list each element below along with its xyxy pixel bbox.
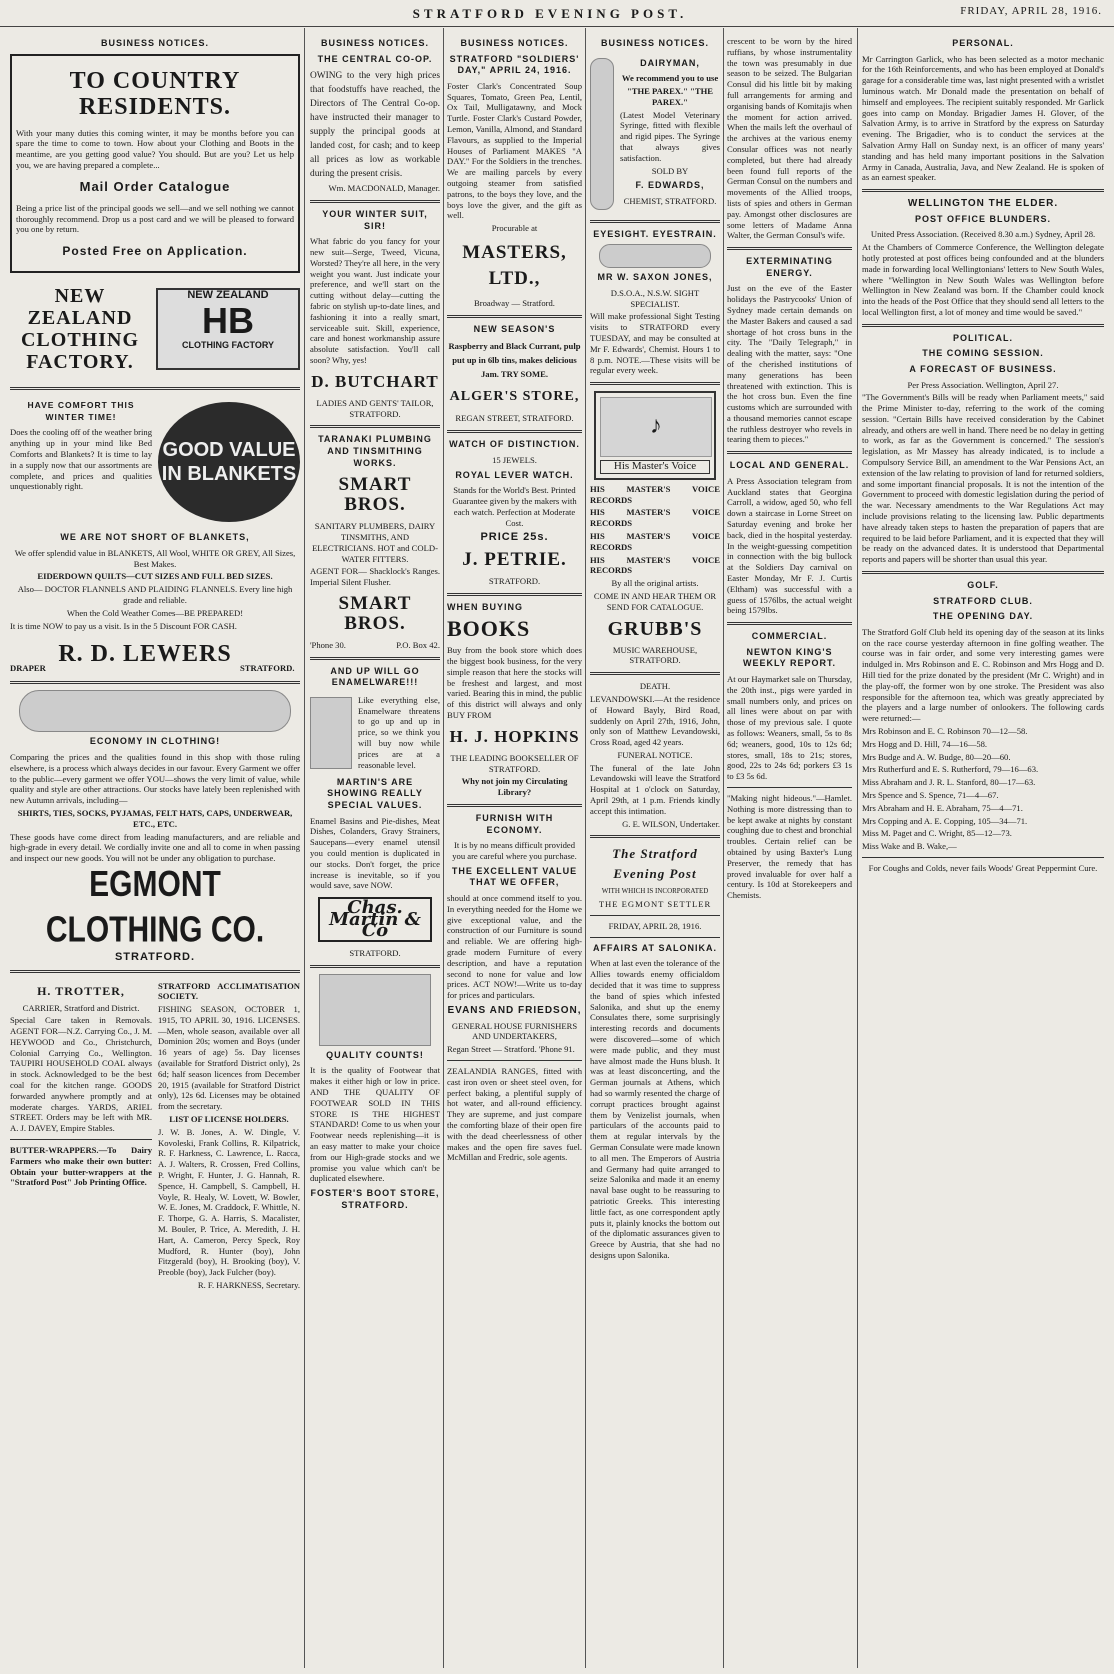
golf-card: Mrs Rutherfurd and E. S. Rutherford, 79—16—63.: [862, 764, 1039, 775]
hmv-caption: His Master's Voice: [600, 460, 710, 474]
hmv-line: HIS MASTER'S VOICE RECORDS: [590, 530, 720, 552]
article-title: LOCAL AND GENERAL.: [729, 460, 850, 471]
ad-body: SANITARY PLUMBERS, DAIRY TINSMITHS, AND ELECTRICIANS. HOT and COLD-WATER FITTERS.: [312, 521, 438, 564]
ad-title: FURNISH WITH ECONOMY.: [475, 813, 554, 835]
ad-body: Will make professional Sight Testing visits to STRATFORD every TUESDAY, and may be consulted at Mr F. Edwards', Chemist. Hours 1 to 8 p.m. NOTE.—These visits will be regular every week.: [590, 311, 720, 376]
place-label: STRATFORD.: [114, 950, 196, 963]
article-title: COMMERCIAL.: [751, 631, 828, 642]
ad-body: ZEALANDIA RANGES, fitted with cast iron oven or sheet steel oven, for perfect baking, a plentiful supply of hot water, and all-round efficiency. They are supreme, and just compare the comforting blaze of their open fire with the dead cheerlessness of other makes and the open fire saves fuel. McMillan and Fredric, sole agents.: [447, 1065, 582, 1163]
good-value-blankets-badge: GOOD VALUE IN BLANKETS: [158, 402, 300, 522]
article-title: EXTERMINATING ENERGY.: [746, 256, 833, 278]
article-title: GOLF.: [967, 580, 999, 591]
ad-title: THE EXCELLENT VALUE THAT WE OFFER,: [451, 865, 578, 888]
ad-body: AGENT FOR— Shacklock's Ranges. Imperial Silent Flusher.: [310, 566, 440, 588]
ad-title: THE CENTRAL CO-OP.: [317, 53, 433, 64]
ad-title: STRATFORD "SOLDIERS' DAY," APRIL 24, 1916.: [449, 53, 580, 76]
masters-name: MASTERS, LTD.,: [462, 241, 567, 289]
smart-bros-name: SMART BROS.: [338, 474, 412, 516]
divider: [862, 324, 1104, 327]
column-rule: [443, 28, 444, 1668]
golf-card: Mrs Budge and A. W. Budge, 80—20—60.: [862, 751, 1011, 762]
ad-body: Comparing the prices and the qualities found in this shop with those ruling elsewhere, is a process which always decides in our favour. Every Garment we offer to the public—every garment we offer YOU—shows the very limit of value, while quality and style are other attractions. Our stocks have lately been replenished with new Autumn arrivals, including—: [10, 751, 300, 806]
ad-title: ECONOMY IN CLOTHING!: [89, 736, 221, 747]
nz-clothing-title: NEW ZEALAND CLOTHING FACTORY.: [20, 285, 140, 374]
divider: [727, 787, 852, 788]
divider: [727, 451, 852, 454]
ad-body: BUTTER-WRAPPERS.—To Dairy Farmers who make their own butter: Obtain your butter-wrappers at the "Stratford Post" Job Printing Office.: [10, 1145, 152, 1188]
divider: [310, 200, 440, 203]
divider: [10, 970, 300, 973]
hats-illustration: [19, 690, 291, 732]
article-dateline: United Press Association. (Received 8.30 a.m.) Sydney, April 28.: [870, 229, 1096, 240]
ad-body: With your many duties this coming winter, it may be months before you can spare the time to come to town. How about your Clothing and Boots in the meantime, are you getting good value? You should. But are you? Let us help you, we are having prepared a complete...: [16, 127, 294, 170]
grubbs-name: GRUBB'S: [607, 617, 703, 640]
ad-subtitle: CHEMIST, STRATFORD.: [623, 195, 717, 206]
column-rule: [857, 28, 858, 1668]
article-body: "The Government's Bills will be ready when Parliament meets," said the Prime Minister to-day, referring to the work of the coming session. "Certain Bills have received consideration by the Cabinet already, and others are well in hand. There need be no delay in getting to work, as far as the Government is concerned." The session's legislation, as Mr Massey has already indicated, is to include a Compulsory Service Bill, an amendment to the War Pensions Act, an extension of the law relating to provision of land for returned soldiers, and some important financial proposals. It is not the intention of the Government to proceed with domestic legislation during the period of the war. Necessary amendments to the War Regulations Act may include provisions relating to the licensing law. Public departments have already taken steps to hasten the preparation of papers that are required to be laid before Parliament, and it is expected that they will be ready on the advanced dates. It is understood that Departmental reports and papers will be shorter than usual this year.: [862, 392, 1104, 565]
divider: [727, 247, 852, 250]
nameplate-sub: THE EGMONT SETTLER: [598, 899, 712, 910]
ad-subtitle: LIST OF LICENSE HOLDERS.: [169, 1114, 289, 1125]
section-header: BUSINESS NOTICES.: [100, 38, 209, 48]
ad-subtitle: THE LEADING BOOKSELLER OF STRATFORD.: [450, 752, 579, 774]
boots-illustration: [319, 974, 431, 1046]
ad-footer: FOSTER'S BOOT STORE, STRATFORD.: [310, 1188, 440, 1210]
ad-body: Procurable at: [491, 223, 538, 234]
article-title: POLITICAL.: [953, 332, 1013, 343]
ad-title: WE ARE NOT SHORT OF BLANKETS,: [60, 532, 250, 543]
column-5: [727, 34, 852, 1670]
place-label: STRATFORD.: [488, 575, 541, 586]
divider: [447, 315, 582, 318]
ad-title: NEW SEASON'S: [473, 323, 556, 334]
ad-body: (Latest Model Veterinary Syringe, fitted with flexible and rigid pipes. The Syringe that always gives satisfaction.: [620, 109, 720, 163]
egmont-clothing-title: EGMONT CLOTHING CO.: [45, 864, 265, 950]
notice-signature: G. E. WILSON, Undertaker.: [622, 818, 720, 829]
ad-body: Buy from the book store which does the biggest book business, for the very simple reason that here the stocks will be freshest and largest, and most varied. Bearing this in mind, the public of this district will always and only BUY FROM: [447, 645, 582, 721]
golf-card: Mrs Abraham and H. E. Abraham, 75—4—71.: [862, 802, 1023, 813]
his-masters-voice-ad: [594, 391, 716, 480]
ad-body: These goods have come direct from leading manufacturers, and are reliable and high-grade in every detail. We cordially invite one and all to come in when passing and inspect our new goods. You will not be under any obligation to purchase.: [10, 831, 300, 864]
column-4: [590, 34, 720, 1670]
divider: [447, 593, 582, 596]
section-header: BUSINESS NOTICES.: [320, 38, 429, 48]
ad-body: Raspberry and Black Currant, pulp put up in 6lb tins, makes delicious Jam. TRY SOME.: [448, 341, 581, 380]
article-body: A Press Association telegram from Auckland states that Georgina Carroll, a widow, aged 50, who fell down a staircase in Lorne Street on Saturday evening and broke her back, died in the hospital yesterday. In the weight-guessing competition in connection with the big bullock at the Soldiers Day carnival on Easter Monday, Mr F. J. Curtis (Eltham) was successful with a guess of 1576lbs, the actual weight being 1579lbs.: [727, 475, 852, 616]
notice-body: The funeral of the late John Levandowski will leave the Stratford Hospital at 1 o'clock on Saturday, April 29th, at 1 p.m. Friends kindly accept this intimation.: [590, 762, 720, 816]
ad-body: EIDERDOWN QUILTS—CUT SIZES AND FULL BED SIZES.: [37, 571, 273, 582]
divider: [10, 387, 300, 390]
article-body: For Coughs and Colds, never fails Woods' Great Peppermint Cure.: [868, 862, 1098, 873]
hb-logo-top: NEW ZEALAND: [187, 289, 269, 302]
divider: [310, 657, 440, 660]
martin-logo: Chas. Martin & Co: [318, 897, 432, 942]
ad-body: Enamel Basins and Pie-dishes, Meat Dishes, Colanders, Gravy Strainers, Saucepans—every enamel utensil you could mention is duplicated in our stocks. Don't forget, the price increase is inevitable, so if you would save, save NOW.: [310, 815, 440, 891]
ad-title: EYESIGHT. EYESTRAIN.: [593, 228, 717, 239]
divider: [590, 835, 720, 838]
notice-body: LEVANDOWSKI.—At the residence of Howard Bayly, Bird Road, suddenly on April 27th, 1916, John, only son of Matthew Levandowski, Cross Road, aged 42 years.: [590, 693, 720, 748]
divider: [310, 425, 440, 428]
syringe-illustration: [590, 58, 614, 210]
saxon-name: MR W. SAXON JONES,: [597, 272, 713, 283]
ad-subtitle: 15 JEWELS.: [492, 454, 537, 465]
ad-subtitle: D.S.O.A., N.S.W. SIGHT SPECIALIST.: [610, 287, 700, 309]
section-header: BUSINESS NOTICES.: [460, 38, 569, 48]
section-header: BUSINESS NOTICES.: [600, 38, 709, 48]
draper-label: DRAPER: [10, 662, 46, 673]
divider: [590, 915, 720, 916]
article-body: Mr Carrington Garlick, who has been selected as a motor mechanic for the 16th Reinforcements, and who has been employed at Donald's garage for a considerable time was, last night presented with a wristlet luminous watch. Mr Donald made the presentation on behalf of himself and employees. The recipient suitably responded. Mr Garlick goes into camp on Monday. Brigadier James H. Glover, of the Salvation Army, is to arrive in Stratford by the express on Saturday evening. The Brigadier, who is to conduct the services at the Salvation Army Hall on Sunday next, is an officer of many years' standing and has held many important positions in the Salvation Army in Canada, Australia, Java, and New Zealand. He is spoken of as an earnest speaker.: [862, 53, 1104, 183]
hmv-line: HIS MASTER'S VOICE RECORDS: [590, 507, 720, 529]
golf-card: Mrs Spence and S. Spence, 71—4—67.: [862, 789, 999, 800]
lantern-illustration: [310, 697, 352, 769]
ad-title: DAIRYMAN,: [640, 57, 700, 68]
golf-card: Miss M. Paget and C. Wright, 85—12—73.: [862, 828, 1012, 839]
divider: [590, 937, 720, 938]
golf-card: Miss Abraham and J. R. L. Stanford, 80—17—63.: [862, 777, 1036, 788]
phone-number: 'Phone 30.: [310, 639, 346, 650]
ad-body: What fabric do you fancy for your new suit—Serge, Tweed, Vicuna, Worsted? They're all here, in the very weight you want. Just indicate your preference, and we'll start on the cutting without delay—cutting the fabric on stylish up-to-date lines, and fashioning it into a really smart, serviceable suit. Skill, experience, care and honest workmanship assure absolute satisfaction. You'll call soon? Why, yes!: [310, 236, 440, 365]
evans-name: EVANS AND FRIEDSON,: [447, 1004, 582, 1016]
divider: [590, 220, 720, 223]
ad-body: By all the original artists.: [611, 578, 699, 589]
ad-title: YOUR WINTER SUIT, SIR!: [322, 208, 428, 231]
ad-body: OWING to the very high prices that foodstuffs have reached, the Directors of The Central Co-op. have instructed their manager to supply the principal goods at landed cost, for cash; and to keep all prices as low as workable during the present crisis.: [310, 71, 440, 180]
divider: [862, 571, 1104, 574]
ad-title: TARANAKI PLUMBING AND TINSMITHING WORKS.: [318, 434, 432, 468]
divider: [862, 857, 1104, 858]
ad-body: Special Care taken in Removals. AGENT FOR—N.Z. Carrying Co., J. M. HEYWOOD and Co., Christchurch, Colonial Carrying Co., Wellington. TAUPIRI HOUSEHOLD COAL always in stock. Acknowledged to be the best coal for the kitchen range. GOODS forwarded anywhere promptly and at moderate charges. YARDS, ARIEL STREET. Orders may be left with MR. A. J. DAVEY, Empire Stables.: [10, 1015, 152, 1134]
country-residents-ad: [10, 54, 300, 274]
ad-body: SOLD BY: [651, 165, 689, 176]
hb-logo-mark: HB: [202, 299, 254, 341]
algers-name: ALGER'S STORE,: [449, 389, 580, 405]
ad-address: Regan Street — Stratford. 'Phone 91.: [447, 1044, 575, 1055]
ad-body: We recommend you to use: [621, 73, 719, 84]
article-subtitle: POST OFFICE BLUNDERS.: [914, 213, 1051, 224]
divider: [447, 1060, 582, 1061]
ad-title: STRATFORD ACCLIMATISATION SOCIETY.: [158, 980, 300, 1002]
smart-bros-name: SMART BROS.: [338, 592, 412, 634]
column-1: [10, 34, 300, 1670]
divider: [727, 622, 852, 625]
ad-subtitle: Mail Order Catalogue: [79, 178, 231, 194]
divider: [590, 382, 720, 385]
golf-cards-list: [862, 726, 1104, 852]
ad-body: It is time NOW to pay us a visit. Is in the 5 Discount FOR CASH.: [10, 620, 237, 631]
paper-nameplate: The Stratford Evening Post: [612, 846, 698, 882]
article-subtitle: A FORECAST OF BUSINESS.: [909, 363, 1057, 374]
article-subtitle: THE COMING SESSION.: [922, 348, 1044, 359]
ad-body: SHIRTS, TIES, SOCKS, PYJAMAS, FELT HATS, CAPS, UNDERWEAR, ETC., ETC.: [17, 807, 293, 829]
column-rule: [585, 28, 586, 1668]
golf-card: Mrs Hogg and D. Hill, 74—16—58.: [862, 738, 988, 749]
paper-title: STRATFORD EVENING POST.: [412, 6, 688, 21]
article-body: When at last even the tolerance of the Allies towards enemy officialdom decided that it was time to suppress the band of spies which infested Salonika, and shut up the enemy Consulates there, some surprisingly interesting records and documents were discovered—some of which were made public, and they must have almost made the Huns blush. It was at least disconcerting, and the German journals at Athens, which had so warmly resented the charge of corrupt practices brought against them by Venizelist journals, when particulars of the accounts paid to them at regular intervals by the German Consulate were made known to all men. The Emperors of Austria and Germany had quite arranged to seize Salonika and made it an enemy naval base ought to be reassuring to patriotic Greeks. This interesting little fact, as one correspondent aptly puts it, plainly knocks the bottom out of the diplomatic assurances given to Greece by Austria, that she had no designs upon Salonika.: [590, 958, 720, 1260]
article-subtitle: STRATFORD CLUB.: [933, 595, 1033, 606]
nameplate-sub: WITH WHICH IS INCORPORATED: [601, 887, 709, 896]
ad-body: Does the cooling off of the weather bring anything up in your mind like Bed Comforts and Blankets? It is time to lay in a supply now that our assortments are complete, and prices and qualities unquestionably right.: [10, 427, 152, 492]
place-label: STRATFORD.: [240, 662, 295, 673]
ad-body: We offer splendid value in BLANKETS, All Wool, WHITE OR GREY, All Sizes, Best Makes.: [14, 547, 296, 569]
column-rule: [304, 28, 305, 1668]
column-2: [310, 34, 440, 1670]
divider: [447, 804, 582, 807]
article-subtitle: THE OPENING DAY.: [932, 611, 1034, 622]
divider: [447, 430, 582, 433]
place-label: STRATFORD.: [349, 948, 401, 959]
ad-body: J. W. B. Jones, A. W. Dingle, V. Kovoleski, Frank Collins, R. Kilpatrick, R. F. Harkness, C. Lawrence, L. Racca, A. J. Walters, R. Crossen, Fred Collins, P. Wright, F. Hunter, J. G. Hannah, R. Spence, H. Campbell, S. Campbell, H. Voyle, R. Healy, W. Lovett, W. Bowler, W. E. Jones, M. Craddock, F. Whittle, N. F. Thorpe, G. A. Harris, S. Macalister, M. Bouler, P. Trice, A. Meredith, J. H. Hart, A. Cameron, Percy Speck, Roy Mudford, R. Hunter (boy), John Fitzgerald (boy), H. Brooking (boy), V. Preoble (boy), Jack Fulcher (boy).: [158, 1126, 300, 1278]
page-date: FRIDAY, APRIL 28, 1916.: [960, 5, 1102, 17]
ad-subtitle: CARRIER, Stratford and District.: [22, 1002, 140, 1013]
masthead: [0, 0, 1114, 27]
article-title: PERSONAL.: [952, 38, 1014, 48]
ad-title: WHEN BUYING: [447, 601, 523, 612]
ad-title: WATCH OF DISTINCTION.: [449, 439, 580, 450]
notice-title: DEATH.: [639, 681, 671, 692]
ad-body: It is the quality of Footwear that makes it either high or low in price. AND THE QUALITY OF FOOTWEAR SOLD IN THIS STORE IS THE HIGHEST STANDARD! Come to us when your Footwear needs replenishing—it is an easy matter to make your choice from our High-grade stocks and we promise you value which can't be duplicated elsewhere.: [310, 1065, 440, 1184]
ad-body: should at once commend itself to you. In everything needed for the Home we give exceptional value, and the construction of our Furniture is sound and reliable. We are offering high-grade modern Furniture of every description, and have a reputation second to none for value and low prices. ACT NOW!—Write us to-day for prices and particulars.: [447, 893, 582, 1001]
column-rule: [723, 28, 724, 1668]
ad-footer: Why not join my Circulating Library?: [461, 776, 568, 798]
ad-body: FISHING SEASON, OCTOBER 1, 1915, TO APRIL 30, 1916. LICENSES.—Men, whole season, available over all Dominion 20s; women and Boys (under 16 years of age) 5s. Day licenses (available for Stratford District only), 2s 6d; half season licences from December 20, 1915 (available for Stratford District only), 12s 6d. Licenses may be obtained from the secretary.: [158, 1004, 300, 1112]
ad-signature: Wm. MACDONALD, Manager.: [328, 183, 440, 194]
hb-logo: [156, 288, 300, 370]
ad-title: HAVE COMFORT THIS WINTER TIME!: [27, 400, 135, 422]
divider: [10, 1139, 152, 1140]
ad-address: Broadway — Stratford.: [474, 297, 555, 308]
article-body: At the Chambers of Commerce Conference, the Wellington delegate hotly protested at post offices being confounded and at the blunders made in forwarding local Wellingtonians' letters to New South Wales, where "Wellington in New South Wales was Wellington before Wellington in New Zealand was born. If the Chamber could knock into the heads of the Post Office that they should send all letters to the local Wellington first, a lot of money and time would be saved.": [862, 242, 1104, 317]
gramophone-dog-illustration: ♪: [600, 397, 712, 457]
ad-body: Also— DOCTOR FLANNELS AND PLAIDING FLANNELS. Every line high grade and reliable.: [17, 584, 293, 605]
golf-card: Mrs Copping and A. E. Copping, 105—34—71.: [862, 815, 1028, 826]
ad-body: Being a price list of the principal goods we sell—and we sell nothing we cannot thoroughly recommend. Drop us a post card and we will be pleased to forward you one by return.: [16, 202, 294, 235]
edwards-name: F. EDWARDS,: [635, 180, 705, 191]
ad-body: Foster Clark's Concentrated Soup Squares, Tomato, Green Pea, Lentil, Ox Tail, Mulligatawny, and Mock Turtle. Foster Clark's Custard Powder, Lemon, Vanilla, Almond, and Standard Flavours, as supplied to the Imperial Houses of Parliament MAKES "A DAY." For the Soldiers in the trenches. We are mailing parcels by every outgoing steamer from satisfied patrons, to the boys they love, and the boys love the giver, and the gift as well.: [447, 80, 582, 221]
hmv-line: HIS MASTER'S VOICE RECORDS: [590, 554, 720, 576]
article-subtitle: NEWTON KING'S WEEKLY REPORT.: [742, 646, 837, 669]
ad-signature: R. F. HARKNESS, Secretary.: [197, 1280, 300, 1291]
hmv-line: HIS MASTER'S VOICE RECORDS: [590, 483, 720, 505]
ad-body: COME IN AND HEAR THEM OR SEND FOR CATALOGUE.: [593, 590, 717, 612]
ad-price: PRICE 25s.: [480, 531, 549, 544]
divider: [862, 189, 1104, 192]
spectacles-illustration: [599, 244, 711, 268]
ad-title: AND UP WILL GO ENAMELWARE!!!: [330, 665, 420, 688]
column-6: [862, 34, 1104, 1670]
article-body: At our Haymarket sale on Thursday, the 20th inst., pigs were yarded in small numbers only, and prices on all lines were about on par with those of my previous sale. I quote as follows: Weaners, small, 5s to 8s 6d; weaners, good, 10s to 12s 6d; stores, small, 18s to 21s; stores, good, 22s to 24s 6d; porkers £3 1s to £3 5s 6d.: [727, 674, 852, 782]
ad-body: Like everything else, Enamelware threatens to go up and up in price, so we think you will buy now while prices are at a reasonable level.: [358, 694, 440, 770]
article-body: "Making night hideous."—Hamlet. Nothing is more distressing than to be kept awake at nights by constant coughing due to chest and bronchial troubles. Certain relief can be obtained by using Baxter's Lung Preserver, the remedy that has proved invaluable for over half a century. Is 10d at Storekeepers and Chemists.: [727, 792, 852, 901]
divider: [10, 681, 300, 684]
nameplate-date: FRIDAY, APRIL 28, 1916.: [608, 921, 702, 932]
ad-subtitle: "THE PAREX." "THE PAREX.": [626, 85, 714, 107]
ad-subtitle: ROYAL LEVER WATCH.: [455, 469, 574, 480]
hopkins-name: H. J. HOPKINS: [449, 726, 580, 746]
butchart-name: D. BUTCHART: [311, 371, 439, 391]
golf-card: Miss Wake and B. Wake,—: [862, 841, 957, 852]
ad-body: When the Cold Weather Comes—BE PREPARED!: [66, 607, 244, 618]
ad-subtitle: GENERAL HOUSE FURNISHERS AND UNDERTAKERS,: [451, 1020, 578, 1042]
ad-title: QUALITY COUNTS!: [326, 1049, 424, 1060]
ad-footer: Posted Free on Application.: [62, 244, 248, 259]
golf-card: Mrs Robinson and E. C. Robinson 70—12—58.: [862, 726, 1028, 736]
books-title: BOOKS: [447, 616, 531, 642]
article-body: The Stratford Golf Club held its opening day of the season at its links on the race course yesterday afternoon in fine golfing weather. The course was in fair order, and some very interesting games were indulged in. Mrs Robinson and E. C. Robinson and Mrs Hogg and D. Hill tied for the prize donated by the president (Mr C. Wright) and in the play-off, the former won by one stroke. The President was also responsible for the afternoon tea, which was greatly appreciated by the players and a large number of onlookers. The following cards were returned:—: [862, 626, 1104, 724]
article-dateline: Per Press Association. Wellington, April 27.: [907, 379, 1059, 390]
ad-title: TO COUNTRY RESIDENTS.: [69, 67, 241, 120]
ad-body: It is by no means difficult provided you are careful where you purchase.: [452, 840, 577, 862]
po-box: P.O. Box 42.: [396, 639, 440, 650]
article-title: AFFAIRS AT SALONIKA.: [593, 942, 717, 953]
article-body: Just on the eve of the Easter holidays the Pastrycooks' Union of Sydney made certain demands on the Master Bakers and caused a sad shortage of hot cross buns in the city. The "Daily Telegraph," in dealing with the matter, says: "One of the cherished institutions of many generations has been threatened with extinction. This is the hot cross bun. Even the fine customs which are surrounded with a thousand memories cannot escape the ruthless destroyer who revels in tearing them to pieces.": [727, 283, 852, 445]
divider: [590, 672, 720, 675]
notice-title: FUNERAL NOTICE.: [617, 749, 693, 760]
ad-subtitle: LADIES AND GENTS' TAILOR, STRATFORD.: [316, 397, 434, 419]
ad-body: Stands for the World's Best. Printed Guarantee given by the makers with each watch. Perfection at Moderate Cost.: [452, 485, 577, 528]
trotter-name: H. TROTTER,: [37, 983, 125, 998]
hb-logo-bottom: CLOTHING FACTORY: [182, 339, 274, 350]
petrie-name: J. PETRIE.: [462, 548, 567, 570]
article-body: crescent to be worn by the hired ruffians, by whose instrumentality the town was presumably in due season to be seized. The Bulgarian Consul did his little bit by making full arrangements for arming and organising bands of Komitajis when the moment for action arrived. When the mails left the overhaul of the archives at the various enemy Consular offices was not nearly completed, but there had already been found full reports of the German Consul on the numbers and movements of the Allied troops, lists of spies and others in German pay. Amongst other disclosures are some letters of Madame Anna Walter, the German Consul's wife.: [727, 36, 852, 241]
ad-title: MARTIN'S ARE SHOWING REALLY SPECIAL VALUES.: [327, 776, 423, 811]
article-title: WELLINGTON THE ELDER.: [907, 198, 1059, 210]
column-3: [447, 34, 582, 1670]
ad-subtitle: MUSIC WAREHOUSE, STRATFORD.: [612, 644, 698, 666]
lewers-name: R. D. LEWERS: [58, 641, 232, 668]
divider: [310, 965, 440, 968]
ad-address: REGAN STREET, STRATFORD.: [455, 413, 574, 424]
